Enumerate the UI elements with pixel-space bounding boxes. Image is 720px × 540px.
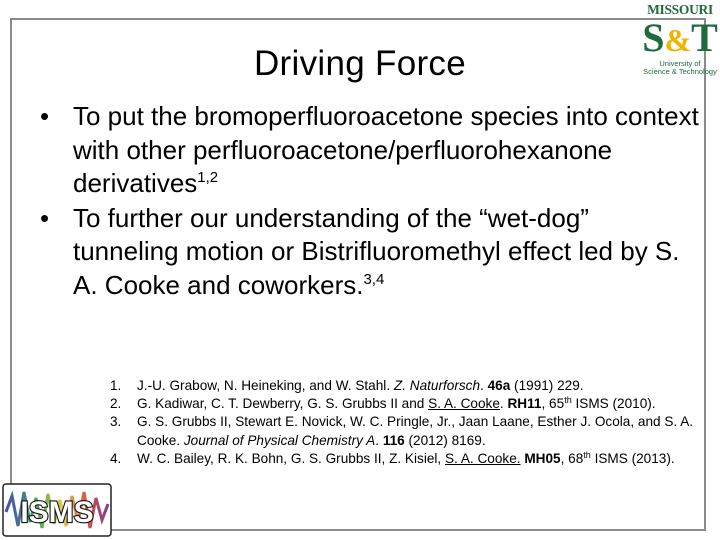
reference-number: 3. <box>110 414 122 430</box>
bullet-item <box>40 202 700 303</box>
reference-number: 2. <box>110 396 122 412</box>
logo-science-technology: Science & Technology <box>643 67 717 76</box>
reference-presenter: S. A. Cooke <box>428 396 500 412</box>
reference-volume: 116 <box>382 432 405 448</box>
reference-presenter: S. A. Cooke. <box>444 450 521 466</box>
reference-authors: W. C. Bailey, R. K. Bohn, G. S. Grubbs II, Z. Kisiel, <box>137 450 445 466</box>
reference-journal: Journal of Physical Chemistry A <box>183 432 376 448</box>
logo-university-of: University of <box>659 59 701 68</box>
reference-authors: G. Kadiwar, C. T. Dewberry, G. S. Grubbs II and <box>137 396 429 412</box>
reference-talk-code: MH05 <box>524 450 561 466</box>
reference-item: 2. G. Kadiwar, C. T. Dewberry, G. S. Grubbs II and S. A. Cooke. RH11, 65th ISMS (2010). <box>104 395 704 413</box>
isms-logo <box>2 482 112 538</box>
slide-title: Driving Force <box>253 44 466 83</box>
bullet-citation: 3,4 <box>363 270 385 288</box>
reference-number: 1. <box>110 378 122 393</box>
reference-item: 4. W. C. Bailey, R. K. Bohn, G. S. Grubbs II, Z. Kisiel, S. A. Cooke. MH05, 68th ISMS (2013). <box>104 450 704 468</box>
bullet-text: To further our understanding of the “wet-dog” tunneling motion or Bistrifluoromethyl effect led by S. A. Cooke and coworkers. <box>73 202 680 300</box>
reference-item: 1. J.-U. Grabow, N. Heineking, and W. Stahl. Z. Naturforsch. 46a (1991) 229. <box>104 377 704 395</box>
reference-number: 4. <box>110 450 122 466</box>
reference-volume: 46a <box>487 378 511 393</box>
isms-logo-text: ISMS <box>20 496 94 529</box>
bullet-item <box>40 100 700 201</box>
bullet-marker: • <box>40 101 50 131</box>
bullet-text: To put the bromoperfluoroacetone species into context with other perfluoroacetone/perfluorohexanone derivatives <box>73 101 699 198</box>
bullet-citation: 1,2 <box>197 169 219 186</box>
bullet-marker: • <box>40 202 50 233</box>
reference-talk-code: RH11 <box>507 396 542 412</box>
logo-missouri-text: MISSOURI <box>647 2 713 17</box>
reference-list <box>104 377 704 468</box>
logo-st-mark: S&T <box>642 15 718 60</box>
reference-authors: G. S. Grubbs II, Stewart E. Novick, W. C. Pringle, Jr., Jaan Laane, Esther J. Ocola, and S. A. Cooke. <box>137 414 694 448</box>
bullet-list <box>40 100 700 303</box>
reference-authors: J.-U. Grabow, N. Heineking, and W. Stahl. <box>137 378 394 393</box>
reference-item: 3. G. S. Grubbs II, Stewart E. Novick, W. C. Pringle, Jr., Jaan Laane, Esther J. Ocola, and S. A. Cooke. Journal of Physical Chemistry A. 116 (2012) 8169. <box>110 414 694 448</box>
reference-journal: Z. Naturforsch <box>393 378 481 393</box>
